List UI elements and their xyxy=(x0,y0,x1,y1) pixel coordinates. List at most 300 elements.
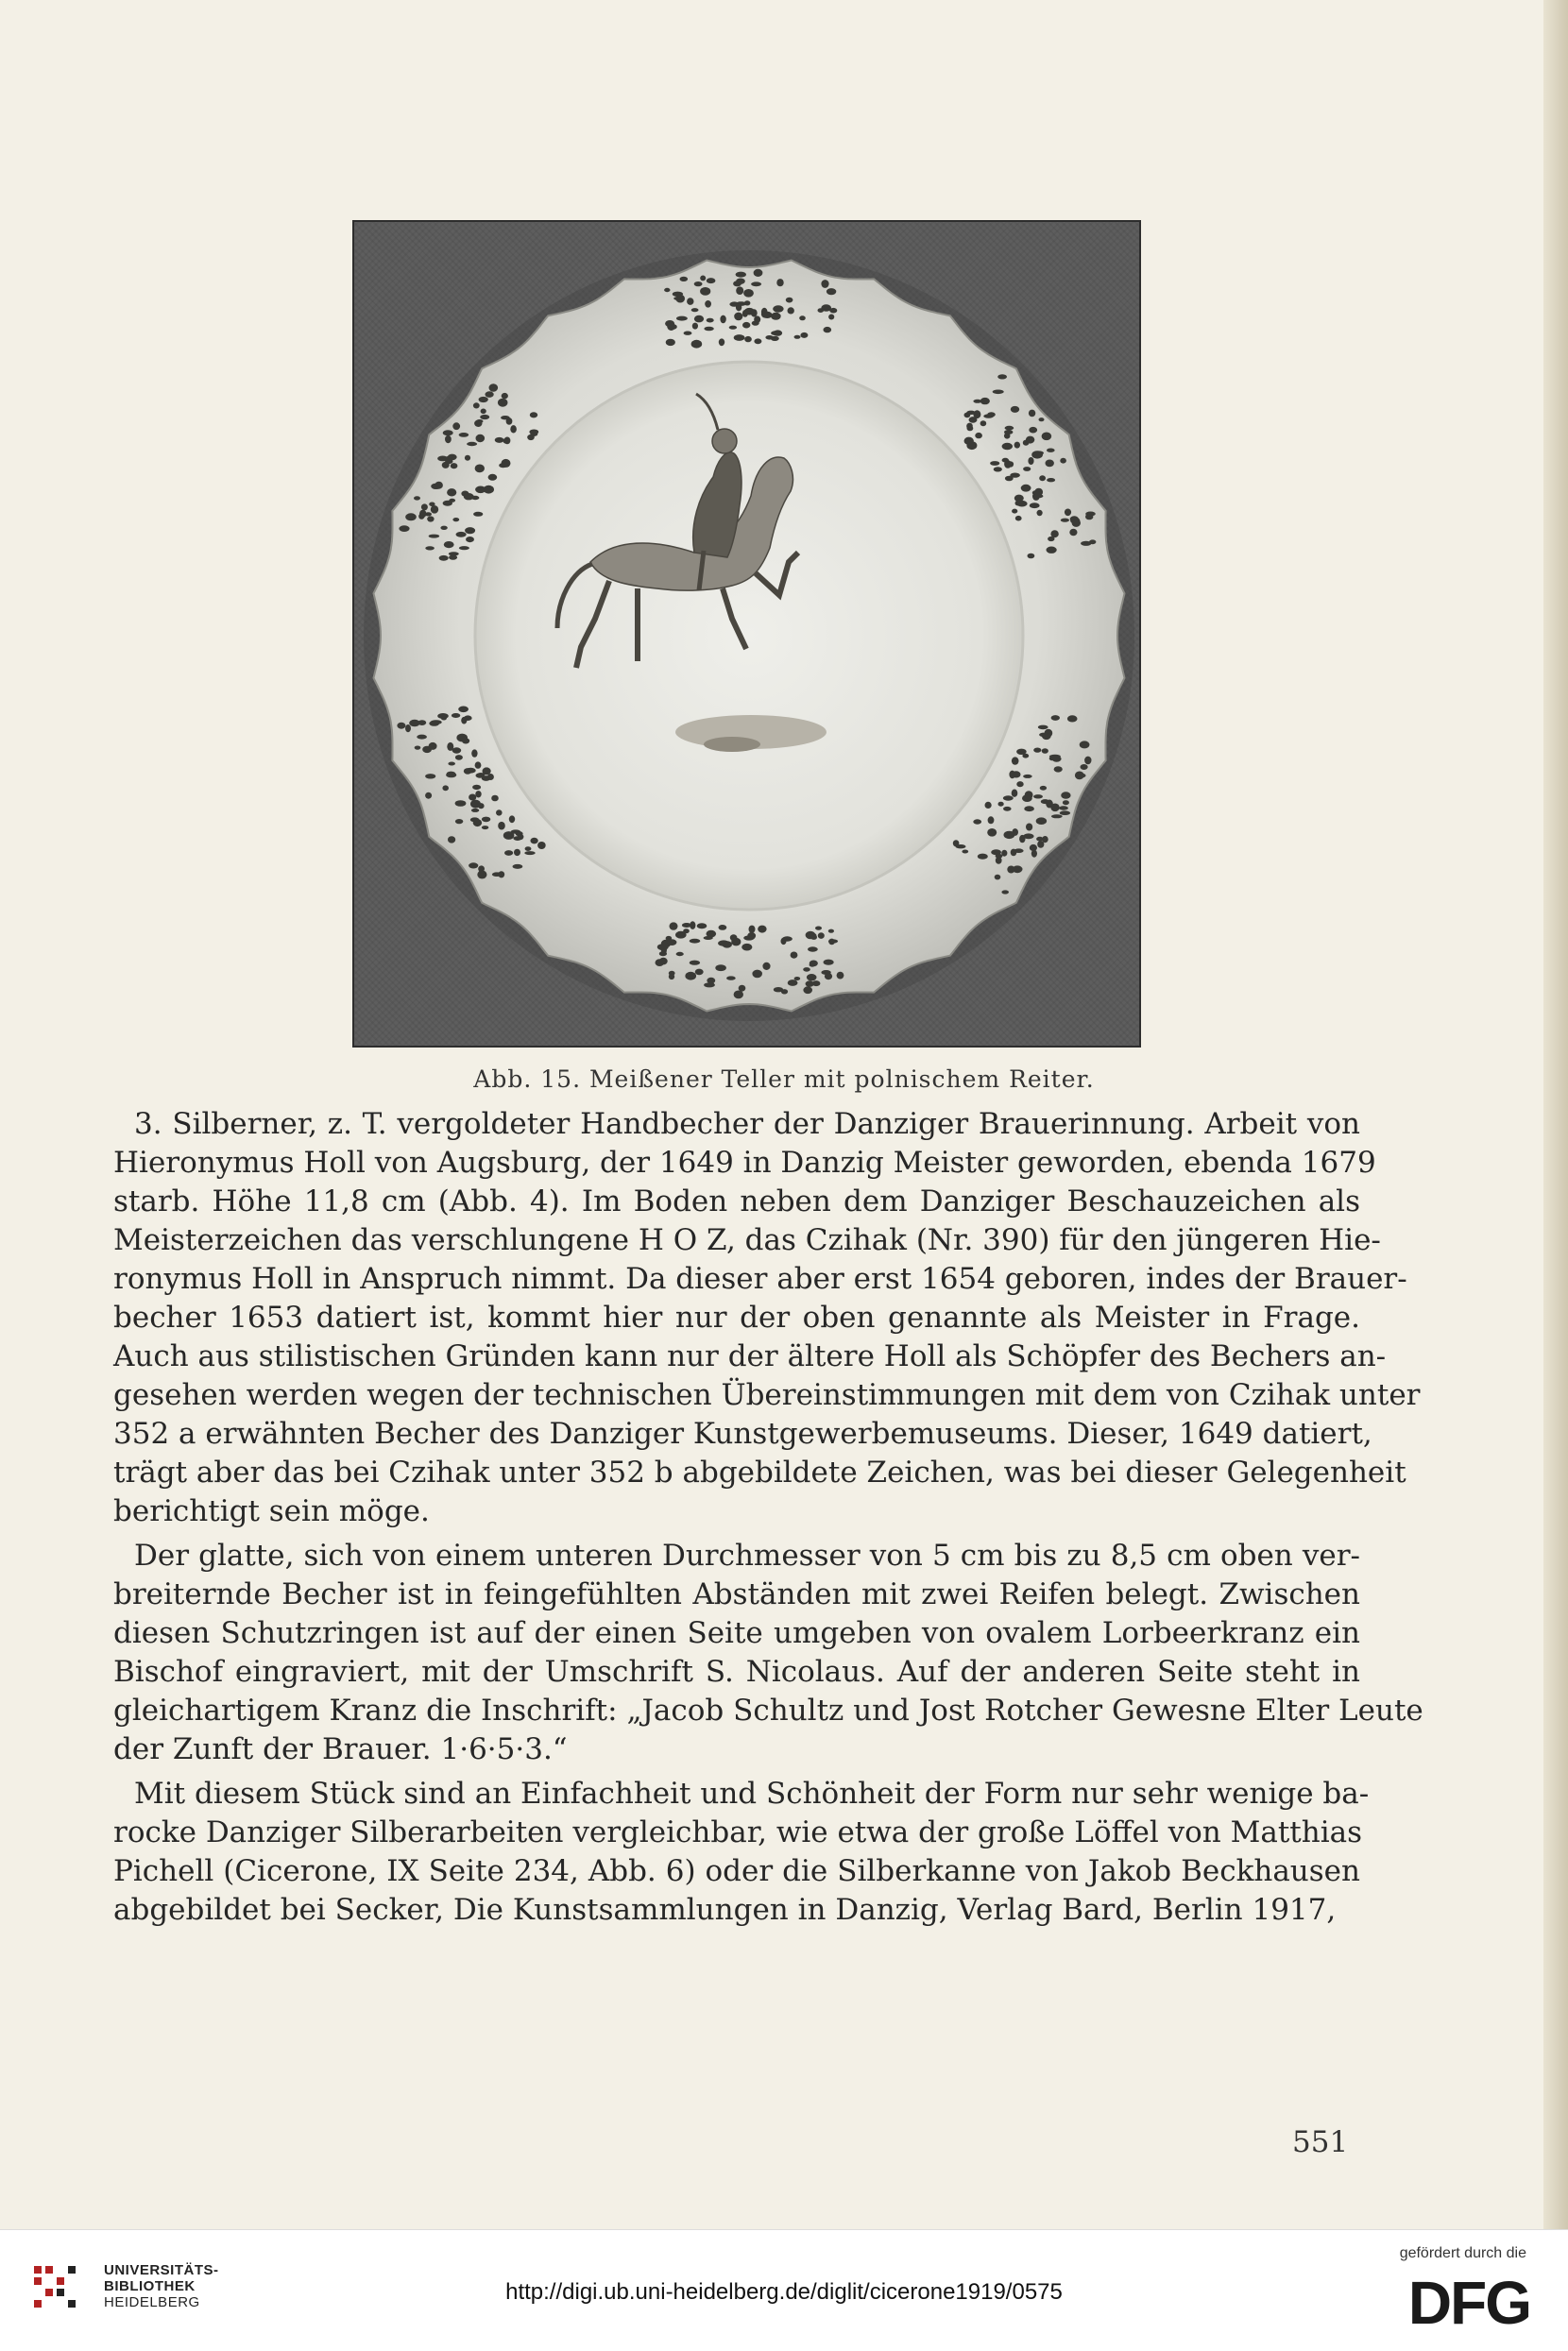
lattice-hole xyxy=(978,854,988,860)
lattice-hole xyxy=(496,809,503,815)
text-line: Pichell (Cicerone, IX Seite 234, Abb. 6) oder die Silberkanne von Jakob Beckhausen xyxy=(113,1854,1360,1888)
lattice-hole xyxy=(459,433,469,437)
lattice-hole xyxy=(828,939,835,946)
text-line: becher 1653 datiert ist, kommt hier nur der oben genannte als Meister in Frage. xyxy=(113,1301,1360,1335)
lattice-hole xyxy=(418,720,426,725)
lattice-hole xyxy=(676,952,684,956)
lattice-hole xyxy=(734,991,743,999)
lattice-hole xyxy=(718,940,729,946)
lattice-hole xyxy=(690,939,701,944)
lattice-hole xyxy=(1051,715,1060,721)
lattice-hole xyxy=(1047,547,1057,554)
paragraph xyxy=(113,1537,1423,1769)
lattice-hole xyxy=(1023,775,1032,778)
lattice-hole xyxy=(973,819,981,824)
lattice-hole xyxy=(736,279,745,284)
lattice-hole xyxy=(405,724,411,732)
lattice-hole xyxy=(471,809,479,812)
lattice-hole xyxy=(743,289,754,298)
lattice-hole xyxy=(730,934,738,941)
lattice-hole xyxy=(495,437,504,443)
lattice-hole xyxy=(692,343,698,347)
lattice-hole xyxy=(524,851,535,855)
text-line: der Zunft der Brauer. 1·6·5·3.“ xyxy=(113,1732,568,1766)
text-line: Der glatte, sich von einem unteren Durchmesser von 5 cm bis zu 8,5 cm oben ver- xyxy=(134,1539,1360,1573)
lattice-hole xyxy=(670,922,678,929)
lattice-hole xyxy=(1024,806,1034,811)
lattice-hole xyxy=(991,849,1001,855)
lattice-hole xyxy=(498,871,504,877)
lattice-hole xyxy=(824,327,832,332)
lattice-hole xyxy=(1081,764,1088,770)
lattice-hole xyxy=(474,420,482,427)
lattice-hole xyxy=(1042,433,1052,441)
lattice-hole xyxy=(414,496,420,500)
lattice-hole xyxy=(1029,427,1037,434)
lattice-hole xyxy=(1070,518,1080,524)
lattice-hole xyxy=(761,308,768,316)
lattice-hole xyxy=(459,546,469,550)
lattice-hole xyxy=(1059,806,1068,809)
lattice-hole xyxy=(694,281,703,286)
lattice-hole xyxy=(690,961,700,965)
lattice-hole xyxy=(1051,814,1063,818)
lattice-hole xyxy=(1026,824,1032,831)
lattice-hole xyxy=(421,503,428,510)
lattice-hole xyxy=(472,785,481,790)
lattice-hole xyxy=(818,932,825,939)
lattice-hole xyxy=(1063,800,1069,805)
text-line: gleichartigem Kranz die Inschrift: „Jacob Schultz und Jost Rotcher Gewesne Elter Leute xyxy=(113,1694,1423,1728)
text-line: abgebildet bei Secker, Die Kunstsammlungen in Danzig, Verlag Bard, Berlin 1917, xyxy=(113,1893,1337,1927)
lattice-hole xyxy=(956,844,966,848)
lattice-hole xyxy=(684,332,692,335)
lattice-hole xyxy=(1003,807,1012,811)
lattice-hole xyxy=(397,723,405,729)
lattice-hole xyxy=(1016,781,1023,787)
lattice-hole xyxy=(1036,817,1047,825)
lattice-hole xyxy=(827,288,836,295)
lattice-hole xyxy=(824,960,834,965)
lattice-hole xyxy=(700,276,706,281)
lattice-hole xyxy=(415,746,421,750)
lattice-hole xyxy=(758,926,766,933)
lattice-hole xyxy=(425,792,432,799)
lattice-hole xyxy=(988,816,995,824)
lattice-hole xyxy=(461,717,467,724)
lattice-hole xyxy=(1031,850,1037,858)
lattice-hole xyxy=(447,488,456,496)
lattice-hole xyxy=(1080,741,1090,748)
lattice-hole xyxy=(504,850,513,856)
lattice-hole xyxy=(482,817,490,823)
text-line: gesehen werden wegen der technischen Übereinstimmungen mit dem von Czihak unter xyxy=(113,1378,1421,1412)
lattice-hole xyxy=(491,795,499,802)
lattice-hole xyxy=(729,326,737,330)
lattice-hole xyxy=(734,313,742,321)
lattice-hole xyxy=(445,435,452,443)
dfg-logo: DFG xyxy=(1407,2269,1530,2337)
page-number: 551 xyxy=(1292,2125,1349,2159)
lattice-hole xyxy=(473,512,483,517)
lattice-hole xyxy=(697,923,707,928)
lattice-hole xyxy=(529,430,538,434)
lattice-hole xyxy=(476,434,486,442)
lattice-hole xyxy=(1028,554,1035,559)
lattice-hole xyxy=(980,420,987,426)
text-line: Auch aus stilistischen Gründen kann nur der ältere Holl als Schöpfer des Bechers an- xyxy=(113,1339,1387,1373)
lattice-hole xyxy=(502,459,511,468)
lattice-hole xyxy=(516,831,523,836)
lattice-hole xyxy=(452,518,459,521)
lattice-hole xyxy=(754,338,761,344)
lattice-hole xyxy=(771,331,780,335)
lattice-hole xyxy=(477,870,486,878)
lattice-hole xyxy=(1029,410,1035,417)
lattice-hole xyxy=(466,537,474,542)
lattice-hole xyxy=(1039,733,1048,738)
lattice-hole xyxy=(1025,791,1033,799)
text-line: 3. Silberner, z. T. vergoldeter Handbecher der Danziger Brauerinnung. Arbeit von xyxy=(134,1107,1360,1141)
lattice-hole xyxy=(1050,804,1059,812)
lattice-hole xyxy=(1038,725,1048,730)
lattice-hole xyxy=(692,323,698,330)
lattice-hole xyxy=(812,980,821,986)
lattice-hole xyxy=(751,281,761,286)
lattice-hole xyxy=(810,963,816,966)
lattice-hole xyxy=(425,512,432,516)
lattice-hole xyxy=(1046,460,1054,468)
plate-well xyxy=(475,362,1023,910)
lattice-hole xyxy=(1078,774,1086,778)
lattice-hole xyxy=(1005,426,1014,431)
lattice-hole xyxy=(1004,433,1011,438)
lattice-hole xyxy=(1011,406,1019,413)
lattice-hole xyxy=(667,939,676,946)
lattice-hole xyxy=(803,967,810,972)
lattice-hole xyxy=(747,932,756,940)
lattice-hole xyxy=(1032,494,1043,498)
text-line: diesen Schutzringen ist auf der einen Seite umgeben von ovalem Lorbeerkranz ein xyxy=(113,1616,1360,1650)
lattice-hole xyxy=(1042,836,1048,843)
lattice-hole xyxy=(1012,790,1018,797)
lattice-hole xyxy=(501,416,510,419)
lattice-hole xyxy=(837,972,844,980)
lattice-hole xyxy=(969,417,978,423)
lattice-hole xyxy=(1028,457,1033,465)
lattice-hole xyxy=(1041,799,1049,804)
lattice-hole xyxy=(425,546,435,550)
lattice-hole xyxy=(530,412,537,417)
lattice-hole xyxy=(513,836,521,841)
lattice-hole xyxy=(1061,519,1069,522)
lattice-hole xyxy=(502,393,508,399)
lattice-hole xyxy=(513,864,523,869)
lattice-hole xyxy=(1054,766,1063,772)
lattice-hole xyxy=(475,465,485,473)
lattice-hole xyxy=(1012,509,1017,514)
lattice-hole xyxy=(791,952,798,959)
lattice-hole xyxy=(680,277,689,281)
lattice-hole xyxy=(720,315,725,324)
lattice-hole xyxy=(752,970,762,979)
lattice-hole xyxy=(479,397,488,402)
lattice-hole xyxy=(449,555,457,560)
lattice-hole xyxy=(1039,417,1045,421)
lattice-hole xyxy=(475,761,482,768)
lattice-hole xyxy=(1016,749,1027,755)
lattice-hole xyxy=(1010,473,1020,478)
lattice-hole xyxy=(469,862,478,868)
lattice-hole xyxy=(994,467,1002,471)
lattice-hole xyxy=(669,971,675,976)
lattice-hole xyxy=(1016,501,1027,507)
lattice-hole xyxy=(1050,530,1058,537)
lattice-hole xyxy=(473,402,480,408)
lattice-hole xyxy=(482,826,488,829)
lattice-hole xyxy=(828,315,834,320)
lattice-hole xyxy=(1049,755,1061,758)
lattice-hole xyxy=(975,433,982,438)
lattice-hole xyxy=(707,278,716,283)
lattice-hole xyxy=(480,415,489,419)
plate-photograph xyxy=(352,220,1141,1048)
lattice-hole xyxy=(527,434,535,440)
text-line: Bischof eingraviert, mit der Umschrift S. Nicolaus. Auf der anderen Seite steht in xyxy=(113,1655,1360,1689)
lattice-hole xyxy=(470,800,481,809)
lattice-hole xyxy=(659,951,667,956)
lattice-hole xyxy=(531,838,538,844)
lattice-hole xyxy=(704,936,713,940)
lattice-hole xyxy=(762,963,770,970)
lattice-hole xyxy=(744,336,752,342)
lattice-hole xyxy=(987,828,997,837)
footer-bar xyxy=(0,2229,1568,2351)
plate-illustration xyxy=(354,222,1141,1048)
lattice-hole xyxy=(996,857,1002,864)
lattice-hole xyxy=(808,946,818,951)
text-line: ronymus Holl in Anspruch nimmt. Da dieser aber erst 1654 geboren, indes der Brauer- xyxy=(113,1262,1407,1296)
text-line: rocke Danziger Silberarbeiten vergleichbar, wie etwa der große Löffel von Matthias xyxy=(113,1815,1363,1849)
lattice-hole xyxy=(471,749,477,757)
lattice-hole xyxy=(452,422,460,430)
lattice-hole xyxy=(675,295,685,303)
lattice-hole xyxy=(1067,715,1078,722)
lattice-hole xyxy=(1089,539,1096,544)
lattice-hole xyxy=(803,986,812,994)
lattice-hole xyxy=(719,925,727,930)
lattice-hole xyxy=(1002,458,1009,463)
lattice-hole xyxy=(700,287,710,296)
lattice-hole xyxy=(752,321,759,326)
lattice-hole xyxy=(993,390,1004,395)
lattice-hole xyxy=(475,486,486,494)
lattice-hole xyxy=(1001,850,1007,857)
lattice-hole xyxy=(498,822,505,830)
lattice-hole xyxy=(656,959,665,966)
lattice-hole xyxy=(458,707,469,713)
lattice-hole xyxy=(514,849,520,856)
lattice-hole xyxy=(691,308,699,312)
lattice-hole xyxy=(456,734,468,742)
lattice-hole xyxy=(690,973,696,980)
lattice-hole xyxy=(510,425,517,433)
lattice-hole xyxy=(405,513,417,520)
lattice-hole xyxy=(452,713,460,718)
lattice-hole xyxy=(1042,748,1048,754)
lattice-hole xyxy=(1061,792,1070,799)
lattice-hole xyxy=(765,335,773,340)
lattice-hole xyxy=(1002,443,1013,450)
lattice-hole xyxy=(683,928,690,933)
lattice-hole xyxy=(1047,449,1055,452)
lattice-hole xyxy=(456,532,467,537)
lattice-hole xyxy=(964,437,974,445)
lattice-hole xyxy=(695,969,704,976)
lattice-hole xyxy=(1084,757,1091,765)
lattice-hole xyxy=(1033,451,1044,454)
lattice-hole xyxy=(788,980,798,986)
text-line: trägt aber das bei Czihak unter 352 b abgebildete Zeichen, was bei dieser Gelegenheit xyxy=(113,1456,1406,1490)
lattice-hole xyxy=(465,455,470,461)
lattice-hole xyxy=(781,989,788,994)
lattice-hole xyxy=(1065,509,1071,517)
lattice-hole xyxy=(807,974,817,980)
lattice-hole xyxy=(503,438,510,444)
lattice-hole xyxy=(1033,748,1041,753)
lattice-hole xyxy=(475,791,481,797)
lattice-hole xyxy=(1013,865,1023,873)
lattice-hole xyxy=(1003,795,1014,800)
lattice-hole xyxy=(815,927,822,930)
lattice-hole xyxy=(1039,475,1046,481)
lattice-hole xyxy=(509,815,515,823)
lattice-hole xyxy=(690,921,695,929)
lattice-hole xyxy=(439,555,449,561)
text-line: berichtigt sein möge. xyxy=(113,1494,430,1528)
lattice-hole xyxy=(964,413,971,418)
lattice-hole xyxy=(742,322,750,329)
lattice-hole xyxy=(425,774,435,778)
lattice-hole xyxy=(749,926,756,933)
lattice-hole xyxy=(736,301,746,306)
lattice-hole xyxy=(441,716,447,720)
lattice-hole xyxy=(1069,529,1077,537)
lattice-hole xyxy=(794,977,801,980)
figure-caption: Abb. 15. Meißener Teller mit polnischem Reiter. xyxy=(473,1065,1095,1093)
lattice-hole xyxy=(399,525,409,532)
text-line: breiternde Becher ist in feingefühlten Abständen mit zwei Reifen belegt. Zwischen xyxy=(113,1577,1360,1611)
lattice-hole xyxy=(828,929,834,933)
lattice-hole xyxy=(486,391,494,398)
text-line: Mit diesem Stück sind an Einfachheit und Schönheit der Form nur sehr wenige ba- xyxy=(134,1777,1370,1811)
lattice-hole xyxy=(1001,890,1009,894)
lattice-hole xyxy=(966,423,973,430)
lattice-hole xyxy=(466,768,476,774)
lattice-hole xyxy=(734,334,745,341)
lattice-hole xyxy=(435,482,443,489)
page-edge xyxy=(1543,0,1568,2229)
lattice-hole xyxy=(694,315,704,323)
lattice-hole xyxy=(997,374,1007,379)
lattice-hole xyxy=(719,338,724,346)
lattice-hole xyxy=(794,335,801,339)
lattice-hole xyxy=(455,800,467,807)
lattice-hole xyxy=(962,850,968,854)
lattice-hole xyxy=(429,535,440,538)
body-text xyxy=(113,1105,1423,1930)
lattice-hole xyxy=(525,846,532,851)
lattice-hole xyxy=(715,964,726,971)
lattice-hole xyxy=(776,279,783,286)
lattice-hole xyxy=(676,316,688,321)
lattice-hole xyxy=(429,503,435,507)
lattice-hole xyxy=(1023,833,1033,839)
lattice-hole xyxy=(452,747,462,753)
lattice-hole xyxy=(1015,516,1022,521)
lattice-hole xyxy=(829,308,837,314)
lattice-hole xyxy=(429,721,439,726)
lattice-hole xyxy=(773,305,783,312)
lattice-hole xyxy=(1047,478,1055,482)
lattice-hole xyxy=(754,269,763,277)
lattice-hole xyxy=(800,332,808,338)
lattice-hole xyxy=(1009,771,1015,779)
lattice-hole xyxy=(990,461,999,466)
lattice-hole xyxy=(1060,458,1066,464)
source-url-link[interactable]: http://digi.ub.uni-heidelberg.de/diglit/cicerone1919/0575 xyxy=(505,2279,1063,2305)
lattice-hole xyxy=(771,313,781,320)
lattice-hole xyxy=(736,272,746,278)
lattice-hole xyxy=(483,767,491,775)
paragraph xyxy=(113,1775,1370,1930)
lattice-hole xyxy=(467,442,477,446)
lattice-hole xyxy=(429,742,437,750)
lattice-hole xyxy=(427,516,434,521)
lattice-hole xyxy=(417,735,427,740)
lattice-hole xyxy=(1014,442,1020,449)
lattice-hole xyxy=(810,935,817,940)
lattice-hole xyxy=(786,298,793,303)
lattice-hole xyxy=(1030,503,1040,508)
lattice-hole xyxy=(469,794,476,801)
paragraph xyxy=(113,1105,1421,1531)
lattice-hole xyxy=(443,501,452,506)
lattice-hole xyxy=(455,819,463,824)
lattice-hole xyxy=(995,875,1001,880)
lattice-hole xyxy=(666,339,675,346)
funder-label: gefördert durch die xyxy=(1399,2245,1526,2261)
lattice-hole xyxy=(442,785,449,791)
lattice-hole xyxy=(1037,510,1043,516)
lattice-hole xyxy=(1014,848,1023,853)
lattice-hole xyxy=(447,772,456,776)
lattice-hole xyxy=(704,327,713,332)
lattice-hole xyxy=(1060,810,1070,815)
lattice-hole xyxy=(465,527,475,534)
lattice-hole xyxy=(448,836,455,843)
lattice-hole xyxy=(1085,514,1093,520)
lattice-hole xyxy=(451,463,458,468)
lattice-hole xyxy=(431,505,438,514)
lattice-hole xyxy=(1040,786,1047,791)
lattice-hole xyxy=(741,944,752,951)
lattice-hole xyxy=(498,399,508,407)
lattice-hole xyxy=(667,322,675,331)
lattice-hole xyxy=(782,936,793,941)
lattice-hole xyxy=(985,802,992,809)
lattice-hole xyxy=(736,286,743,295)
